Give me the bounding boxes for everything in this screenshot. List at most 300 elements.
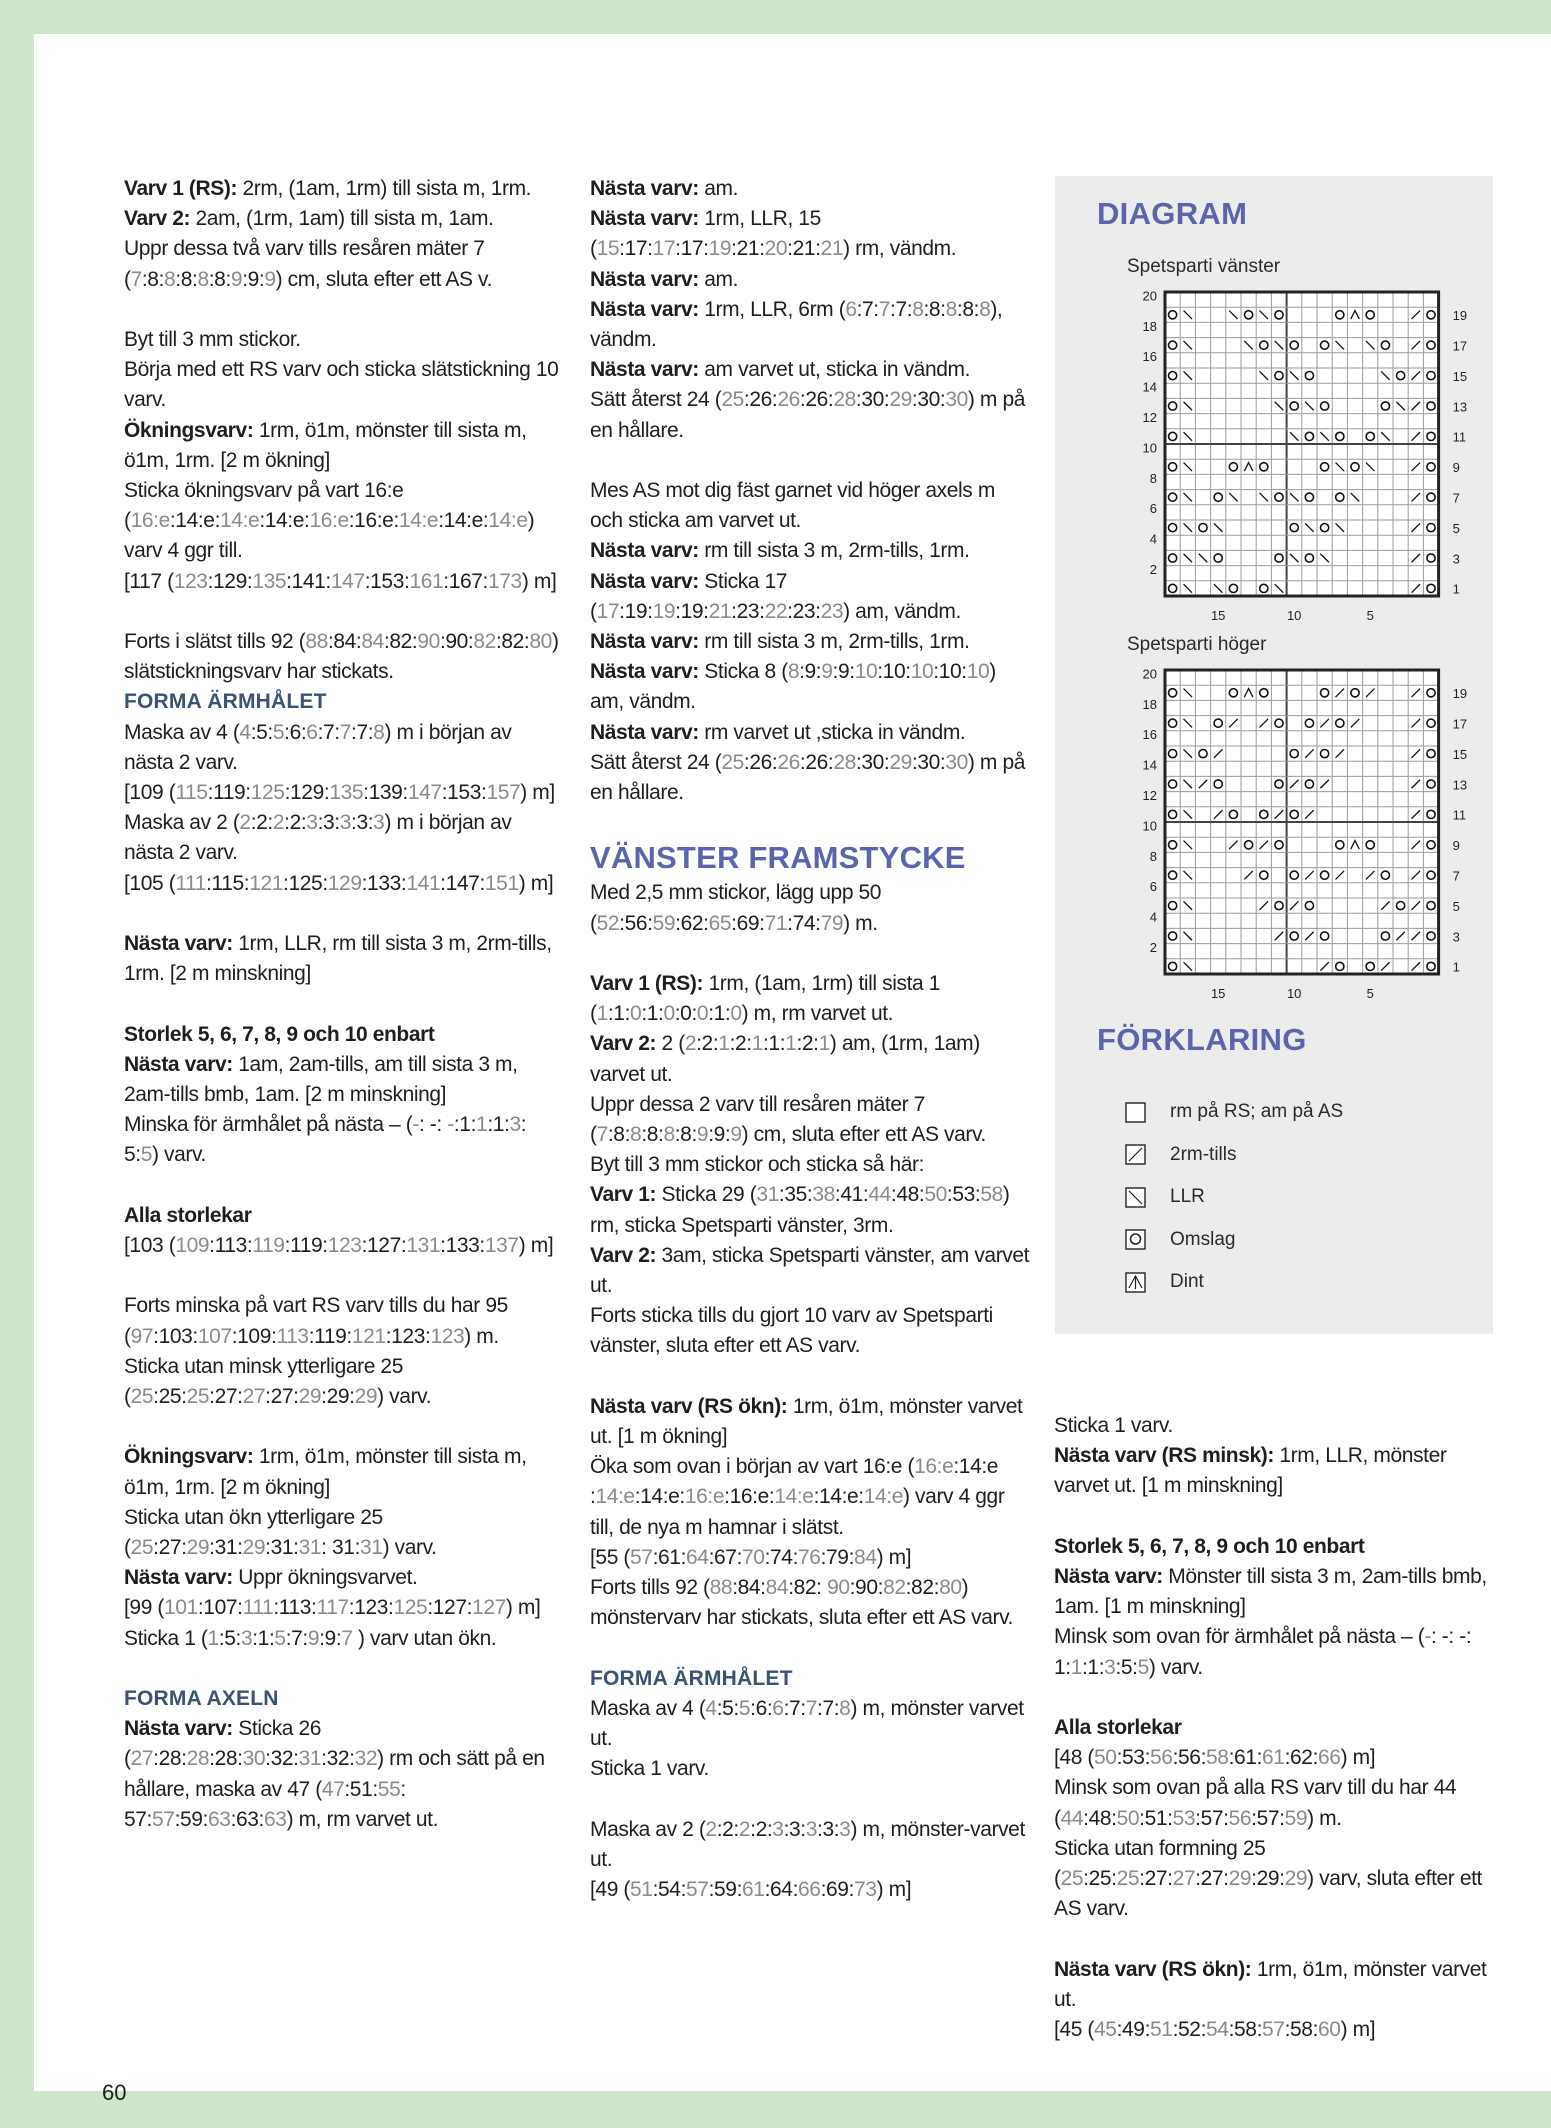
text: ) rm, vändm. [843, 237, 957, 261]
text: ) m] [876, 1878, 912, 1902]
page [34, 34, 1551, 2105]
bold-label: Nästa varv: [1054, 1565, 1169, 1588]
row-label: 3 [1452, 551, 1460, 567]
column-label: 10 [1286, 608, 1302, 622]
size-value: 7 [339, 720, 352, 744]
size-value: 57 [630, 1545, 653, 1569]
text: :153: [364, 569, 410, 593]
instruction-paragraph [590, 657, 1030, 717]
size-value: 1 [1070, 1655, 1082, 1679]
size-value: 7 [878, 297, 891, 321]
column-1 [124, 174, 564, 1835]
size-value: 29 [186, 1536, 210, 1560]
text: :27: [265, 1385, 299, 1409]
size-value: 10 [966, 660, 990, 684]
size-value: 8 [630, 1123, 642, 1147]
text: :82: [788, 1576, 828, 1600]
text: :16:e: [724, 1485, 775, 1509]
text: :28: [209, 1747, 243, 1771]
size-value: 135 [329, 781, 364, 805]
text: 1rm, (1am, 1rm) till sista 1 ( [590, 972, 941, 1026]
text: :29: [1251, 1867, 1285, 1891]
text: rm till sista 3 m, 2rm-tills, 1rm. [704, 539, 970, 563]
bold-label: Alla storlekar [1054, 1716, 1182, 1739]
text: :119: [284, 1234, 328, 1258]
size-value: 7 [130, 267, 142, 291]
text: [99 ( [124, 1596, 165, 1620]
text: ) m på en hållare. [590, 750, 1026, 805]
bold-label: Storlek 5, 6, 7, 8, 9 och 10 enbart [1054, 1534, 1365, 1558]
bold-label: Nästa varv: [590, 297, 705, 321]
text: ) m] [521, 569, 557, 593]
size-value: 30 [945, 750, 968, 774]
text: :9: [832, 660, 855, 684]
text: Forts i slätst tills 92 ( [124, 630, 306, 654]
k2tog-icon [1125, 1144, 1146, 1165]
text: :14:e: [634, 1485, 685, 1509]
instruction-paragraph [124, 355, 564, 415]
row-label: 14 [1142, 379, 1157, 395]
text: [103 ( [124, 1234, 176, 1258]
text: :10: [933, 660, 967, 684]
text: ) cm, sluta efter ett AS v. [275, 267, 493, 291]
bold-label: Nästa varv (RS minsk): [1054, 1444, 1280, 1468]
text: ) m] [518, 1234, 554, 1258]
legend-label: Dint [1170, 1271, 1204, 1293]
text: ) m. [843, 911, 878, 935]
text: :25: [1083, 1867, 1117, 1891]
instruction-paragraph [590, 355, 1030, 385]
text: Sätt återst 24 ( [590, 388, 722, 412]
text: 1am, 2am-tills, am till sista 3 m, 2am-tills bmb, 1am. [2 m minskning] [124, 1052, 518, 1107]
instruction-paragraph [124, 204, 564, 234]
size-value: 55 [377, 1777, 401, 1801]
text: :53: [946, 1183, 981, 1207]
text: ) m] [518, 871, 554, 895]
size-value: 1 [596, 1002, 608, 1026]
text: :82: [383, 630, 418, 654]
text: :8: [208, 267, 231, 291]
instruction-paragraph [590, 265, 1030, 295]
column-3 [1054, 1411, 1494, 2045]
row-label: 12 [1142, 409, 1157, 425]
text: ) m, rm varvet ut. [741, 1002, 894, 1026]
size-value: 109 [175, 1234, 210, 1258]
size-value: 129 [327, 871, 362, 895]
text: :82: [905, 1576, 940, 1600]
instruction-paragraph [124, 1503, 564, 1563]
size-value: 25 [721, 388, 744, 412]
row-label: 15 [1452, 746, 1468, 762]
text: :167: [443, 569, 488, 593]
chart-right-lace [1127, 660, 1487, 1000]
text: Sticka utan ökn ytterligare 25 ( [124, 1505, 383, 1560]
text: ) am, (1rm, 1am) varvet ut. [590, 1032, 980, 1086]
size-value: 21 [708, 599, 732, 623]
size-value: 173 [488, 569, 522, 593]
text: Sticka 1 varv. [590, 1757, 709, 1781]
legend-item [1125, 1176, 1343, 1219]
size-value: 29 [1284, 1867, 1308, 1891]
size-value: 84 [765, 1576, 789, 1600]
size-value: 52 [596, 911, 620, 935]
text: :51: [1139, 1806, 1173, 1830]
size-value: 1 [818, 1032, 830, 1056]
text: ) varv utan ökn. [352, 1626, 497, 1650]
text: ) varv, sluta efter ett AS varv. [1054, 1867, 1482, 1921]
column-2 [590, 174, 1030, 1905]
text: :25: [153, 1385, 187, 1409]
instruction-paragraph [124, 808, 564, 868]
text: ) m] [876, 1545, 912, 1569]
text: :5: [250, 720, 273, 744]
size-value: 121 [249, 871, 284, 895]
text: :6: [284, 720, 307, 744]
text: : -: -: 1: [1054, 1625, 1472, 1679]
text: :14:e: [259, 509, 310, 533]
instruction-paragraph [590, 385, 1030, 445]
text: :5: [218, 1626, 241, 1650]
text: [49 ( [590, 1878, 631, 1902]
row-label: 19 [1452, 308, 1468, 324]
size-value: 127 [472, 1596, 506, 1620]
text: :7: [890, 297, 913, 321]
text: ) m i början av nästa 2 varv. [124, 811, 512, 865]
text: :115: [206, 871, 250, 895]
text: :119: [207, 781, 251, 805]
text: :1: [453, 1113, 477, 1137]
text: Mes AS mot dig fäst garnet vid höger axels m och sticka am varvet ut. [590, 479, 995, 533]
text: am. [704, 267, 739, 291]
size-value: 101 [164, 1596, 198, 1620]
row-label: 9 [1452, 838, 1460, 854]
heading-text: FORMA AXELN [124, 1687, 279, 1711]
row-label: 6 [1149, 501, 1157, 517]
text: ) am, vändm. [843, 599, 961, 623]
size-value: 50 [924, 1183, 947, 1207]
text: :90: [849, 1576, 884, 1600]
row-label: 20 [1142, 288, 1157, 304]
instruction-paragraph [124, 1352, 564, 1412]
text: :139: [363, 781, 408, 805]
row-label: 4 [1149, 909, 1157, 925]
text: :54: [652, 1878, 687, 1902]
size-value: 8 [945, 297, 957, 321]
instruction-paragraph [590, 748, 1030, 808]
text: 3am, sticka Spetsparti vänster, am varvet ut. [590, 1243, 1030, 1298]
text: :14:e: [169, 509, 221, 533]
instruction-paragraph [590, 1392, 1030, 1452]
size-value: 14:e [398, 509, 439, 533]
size-value: 1 [751, 1032, 763, 1056]
size-value: 25 [1060, 1867, 1084, 1891]
bold-label: Nästa varv (RS ökn): [1054, 1957, 1257, 1981]
row-label: 7 [1452, 490, 1460, 506]
size-value: 66 [1318, 1746, 1341, 1770]
text: Maska av 4 ( [124, 720, 240, 744]
bold-label: Storlek 5, 6, 7, 8, 9 och 10 enbart [124, 1022, 435, 1046]
size-value: 31 [360, 1536, 383, 1560]
text: [117 ( [124, 569, 174, 593]
text: :35: [778, 1183, 813, 1207]
size-value: 22 [764, 599, 788, 623]
size-value: 141 [406, 871, 441, 895]
knit-stitch-icon [1125, 1102, 1146, 1123]
text: :7: [351, 720, 374, 744]
text: :30: [911, 750, 946, 774]
legend-label: rm på RS; am på AS [1170, 1101, 1344, 1123]
bold-label: Nästa varv: [124, 932, 239, 956]
size-value: 57 [1262, 2018, 1285, 2042]
text: :26: [743, 750, 778, 774]
instruction-paragraph [1054, 1411, 1494, 1441]
text: :74: [787, 911, 821, 935]
text: :23: [787, 599, 821, 623]
size-value: 54 [1206, 2018, 1229, 2042]
text: :29: [321, 1385, 355, 1409]
instruction-paragraph [590, 1301, 1030, 1361]
instruction-paragraph [590, 718, 1030, 748]
size-value: 113 [276, 1324, 309, 1348]
size-value: 7 [805, 1696, 818, 1720]
size-value: 6 [845, 297, 857, 321]
instruction-paragraph [1054, 1834, 1494, 1925]
text: 1rm, LLR, 6rm ( [704, 297, 846, 321]
instruction-paragraph [1054, 1532, 1494, 1562]
text: :32: [265, 1747, 299, 1771]
text: ) varv 4 ggr till, de nya m hamnar i slätst. [590, 1485, 1005, 1539]
legend-item [1125, 1091, 1343, 1134]
text: :17: [619, 237, 653, 261]
row-label: 16 [1142, 727, 1157, 743]
text: 1rm, ö1m, mönster till sista m, ö1m, 1rm. [2 m ökning] [124, 1445, 527, 1499]
text: :19: [675, 599, 709, 623]
legend-item [1125, 1219, 1343, 1262]
size-value: 1 [207, 1626, 219, 1650]
text: :8: [607, 1123, 631, 1147]
yarn-over-icon [1125, 1229, 1146, 1250]
row-label: 14 [1142, 757, 1157, 773]
size-value: 2 [738, 1817, 751, 1841]
size-value: 23 [820, 599, 844, 623]
llr-icon [1125, 1187, 1146, 1208]
size-value: 56 [1150, 1746, 1173, 1770]
text: :26: [799, 750, 834, 774]
text: :5: [1115, 1655, 1138, 1679]
size-value: 0 [696, 1002, 709, 1026]
text: :61: [1228, 1746, 1263, 1770]
text: :10: [877, 660, 911, 684]
size-value: 16:e [130, 509, 170, 533]
text: [109 ( [124, 781, 176, 805]
text: :153: [441, 781, 487, 805]
column-label: 5 [1366, 608, 1374, 622]
bold-label: Nästa varv: [124, 1052, 239, 1076]
size-value: 8 [197, 267, 209, 291]
text: ) rm och sätt på en hållare, maska av 47 ( [124, 1747, 545, 1801]
text: [48 ( [1054, 1746, 1095, 1770]
row-label: 8 [1149, 470, 1157, 486]
legend-label: LLR [1170, 1186, 1205, 1208]
text: :21: [787, 237, 821, 261]
size-value: 3 [509, 1113, 521, 1137]
bold-label: Nästa varv: [590, 630, 705, 654]
text: :27: [153, 1536, 187, 1560]
size-value: 5 [272, 720, 285, 744]
section-heading [124, 1684, 564, 1714]
size-value: 7 [596, 1123, 608, 1147]
text: Öka som ovan i början av vart 16:e ( [590, 1455, 915, 1479]
size-value: 16:e [914, 1455, 954, 1479]
text: :9: [242, 267, 265, 291]
text: :30: [855, 388, 890, 412]
text: :84: [327, 630, 362, 654]
text: ) m i början av nästa 2 varv. [124, 720, 512, 774]
size-value: 28 [833, 750, 856, 774]
text: :64: [764, 1878, 799, 1902]
text: :2: [716, 1817, 739, 1841]
instruction-paragraph [590, 1452, 1030, 1543]
size-value: 88 [709, 1576, 733, 1600]
text: Maska av 2 ( [124, 811, 240, 835]
text: :9: [319, 1626, 342, 1650]
text: ) m, rm varvet ut. [286, 1807, 439, 1831]
text: : 31: [321, 1536, 361, 1560]
size-value: 147 [407, 781, 442, 805]
instruction-paragraph [590, 1150, 1030, 1180]
size-value: 14:e [863, 1485, 904, 1509]
bold-label: Nästa varv: [590, 358, 705, 382]
size-value: 6 [306, 720, 318, 744]
instruction-paragraph [124, 1110, 564, 1170]
size-value: 8 [839, 1696, 851, 1720]
size-value: 53 [1172, 1806, 1196, 1830]
text: :53: [1116, 1746, 1151, 1770]
size-value: 135 [252, 569, 287, 593]
text: :147: [440, 871, 485, 895]
text: :8: [674, 1123, 697, 1147]
column-label: 10 [1286, 986, 1302, 1000]
size-value: 31 [756, 1183, 779, 1207]
text: :32: [321, 1747, 355, 1771]
text: :2: [284, 811, 307, 835]
size-value: 25 [1116, 1867, 1140, 1891]
text: :2: [796, 1032, 819, 1056]
size-value: 28 [186, 1747, 210, 1771]
text: 1rm, LLR, 15 ( [590, 207, 821, 261]
text: 1rm, ö1m, mönster varvet ut. [1054, 1957, 1487, 2011]
text: :8: [923, 297, 946, 321]
bold-label: Nästa varv: [590, 720, 705, 744]
section-heading [590, 838, 1030, 878]
size-value: 71 [764, 911, 788, 935]
text: :27: [1195, 1867, 1229, 1891]
text: :14:e: [813, 1485, 864, 1509]
text: :67: [708, 1545, 743, 1569]
size-value: 3 [373, 811, 385, 835]
section-heading [590, 1664, 1030, 1694]
size-value: 9 [307, 1626, 320, 1650]
legend-title: FÖRKLARING [1097, 1022, 1307, 1057]
bold-label: Varv 1: [590, 1183, 662, 1207]
row-label: 2 [1149, 561, 1157, 577]
heading-text: FORMA ÄRMHÅLET [124, 690, 327, 714]
row-label: 10 [1142, 818, 1157, 834]
instruction-paragraph [1054, 1743, 1494, 1773]
size-value: 7 [341, 1626, 353, 1650]
size-value: 14:e [220, 509, 260, 533]
bold-label: Varv 2: [590, 1243, 662, 1267]
size-value: 16:e [309, 509, 349, 533]
legend-label: 2rm-tills [1170, 1143, 1237, 1165]
text: :69: [731, 911, 765, 935]
column-label: 15 [1210, 986, 1226, 1000]
text: Sticka 1 varv. [1054, 1414, 1173, 1437]
text: Forts minska på vart RS varv tills du har 95 ( [124, 1294, 508, 1348]
text: :1: [607, 1002, 631, 1026]
size-value: 25 [130, 1385, 154, 1409]
instruction-paragraph [124, 778, 564, 808]
size-value: 26 [777, 750, 800, 774]
text: :129: [284, 781, 330, 805]
chart-left-lace [1127, 282, 1487, 622]
instruction-paragraph [590, 1543, 1030, 1573]
text: :58: [1284, 2018, 1319, 2042]
text: :8: [956, 297, 980, 321]
bold-label: Ökningsvarv: [124, 1445, 259, 1469]
instruction-paragraph [590, 627, 1030, 657]
bold-label: Alla storlekar [124, 1203, 252, 1227]
text: ) varv 4 ggr till. [124, 509, 535, 563]
size-value: 111 [175, 871, 207, 895]
size-value: 60 [1318, 2018, 1341, 2042]
text: :41: [834, 1183, 869, 1207]
chart-label-right-lace: Spetsparti höger [1127, 634, 1267, 655]
bold-label: Nästa varv: [590, 207, 705, 231]
size-value: 31 [298, 1536, 322, 1560]
size-value: 17 [652, 237, 676, 261]
size-value: 4 [239, 720, 251, 744]
text: :2: [696, 1032, 719, 1056]
text: :7: [817, 1696, 840, 1720]
text: [55 ( [590, 1545, 631, 1569]
size-value: 5 [738, 1696, 751, 1720]
instruction-paragraph [124, 234, 564, 294]
text: :82: [495, 630, 530, 654]
size-value: 63 [264, 1807, 287, 1831]
size-value: 131 [406, 1234, 441, 1258]
text: :30: [911, 388, 946, 412]
text: Byt till 3 mm stickor och sticka så här: [590, 1153, 925, 1177]
instruction-paragraph [124, 1201, 564, 1231]
size-value: 19 [652, 599, 676, 623]
instruction-paragraph [124, 1231, 564, 1261]
text: :31: [265, 1536, 299, 1560]
size-value: 25 [130, 1536, 154, 1560]
size-value: 0 [730, 1002, 742, 1026]
bold-label: Nästa varv: [590, 539, 705, 563]
bold-label: Varv 1 (RS): [590, 972, 709, 996]
text: :127: [361, 1234, 407, 1258]
text: Sticka 29 ( [661, 1183, 757, 1207]
size-value: 47 [321, 1777, 345, 1801]
text: ) m. [1307, 1806, 1342, 1830]
size-value: 82 [883, 1576, 906, 1600]
size-value: 9 [230, 267, 243, 291]
text: :127: [427, 1596, 473, 1620]
text: Forts sticka tills du gjort 10 varv av Spetsparti vänster, sluta efter ett AS varv. [590, 1304, 993, 1358]
size-value: 59 [652, 911, 676, 935]
